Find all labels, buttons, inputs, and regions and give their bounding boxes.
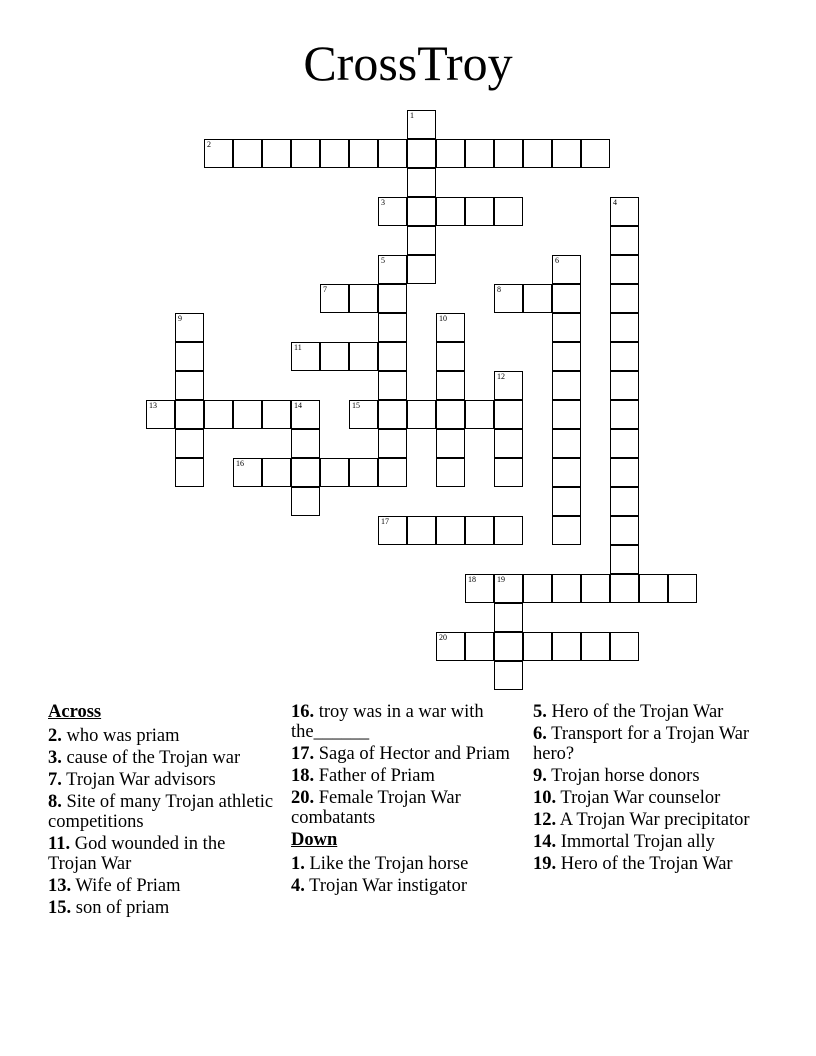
clue-down-6[interactable] — [533, 724, 763, 764]
cell-number: 1 — [410, 111, 414, 120]
cell-number: 5 — [381, 256, 385, 265]
grid-cell[interactable] — [610, 284, 639, 313]
grid-cell[interactable] — [436, 342, 465, 371]
cell-number: 14 — [294, 401, 302, 410]
grid-cell[interactable] — [523, 574, 552, 603]
grid-cell[interactable] — [407, 516, 436, 545]
cell-number: 13 — [149, 401, 157, 410]
grid-cell[interactable] — [378, 313, 407, 342]
grid-cell[interactable] — [436, 139, 465, 168]
grid-cell[interactable] — [378, 139, 407, 168]
grid-cell[interactable] — [552, 400, 581, 429]
grid-cell[interactable] — [407, 139, 436, 168]
grid-cell[interactable] — [494, 661, 523, 690]
clue-across-3[interactable] — [48, 748, 278, 768]
cell-number: 11 — [294, 343, 302, 352]
clue-down-1[interactable] — [291, 854, 521, 874]
clue-down-12[interactable] — [533, 810, 763, 830]
grid-cell[interactable] — [494, 516, 523, 545]
grid-cell[interactable] — [552, 516, 581, 545]
cell-number: 12 — [497, 372, 505, 381]
grid-cell[interactable] — [465, 197, 494, 226]
grid-cell[interactable] — [610, 342, 639, 371]
clue-text: Trojan War advisors — [66, 770, 216, 790]
clue-text: Father of Priam — [318, 766, 435, 786]
down-header: Down — [291, 830, 338, 850]
clue-number: 11. — [48, 834, 71, 854]
clue-down-4[interactable] — [291, 876, 521, 896]
clue-text: cause of the Trojan war — [66, 748, 241, 768]
clue-number: 5. — [533, 702, 547, 722]
grid-cell[interactable] — [552, 632, 581, 661]
clue-text: Hero of the Trojan War — [551, 702, 724, 722]
grid-cell[interactable] — [349, 342, 378, 371]
cell-number: 3 — [381, 198, 385, 207]
grid-cell[interactable] — [233, 400, 262, 429]
grid-cell[interactable] — [581, 139, 610, 168]
clue-number: 9. — [533, 766, 547, 786]
grid-cell[interactable] — [436, 313, 465, 342]
clue-number: 17. — [291, 744, 315, 764]
clue-across-13[interactable] — [48, 876, 278, 896]
grid-cell[interactable] — [523, 284, 552, 313]
grid-cell[interactable] — [494, 632, 523, 661]
grid-cell[interactable] — [610, 313, 639, 342]
grid-cell[interactable] — [552, 284, 581, 313]
clue-text: Female Trojan War combatants — [291, 788, 461, 828]
clue-text: Like the Trojan horse — [309, 854, 469, 874]
cell-number: 15 — [352, 401, 360, 410]
grid-cell[interactable] — [378, 429, 407, 458]
cell-number: 20 — [439, 633, 447, 642]
clue-across-20[interactable] — [291, 788, 521, 828]
grid-cell[interactable] — [175, 400, 204, 429]
clue-text: A Trojan War precipitator — [559, 810, 750, 830]
cell-number: 19 — [497, 575, 505, 584]
grid-cell[interactable] — [552, 429, 581, 458]
grid-cell[interactable] — [465, 574, 494, 603]
grid-cell[interactable] — [668, 574, 697, 603]
grid-cell[interactable] — [552, 342, 581, 371]
clue-number: 18. — [291, 766, 315, 786]
grid-cell[interactable] — [291, 487, 320, 516]
grid-cell[interactable] — [320, 139, 349, 168]
grid-cell[interactable] — [320, 342, 349, 371]
grid-cell[interactable] — [378, 400, 407, 429]
grid-cell[interactable] — [581, 632, 610, 661]
grid-cell[interactable] — [320, 458, 349, 487]
clue-number: 4. — [291, 876, 305, 896]
across-header: Across — [48, 702, 102, 722]
clue-number: 7. — [48, 770, 62, 790]
grid-cell[interactable] — [610, 226, 639, 255]
clue-number: 20. — [291, 788, 315, 808]
clue-text: Hero of the Trojan War — [560, 854, 733, 874]
grid-cell[interactable] — [494, 139, 523, 168]
grid-cell[interactable] — [262, 400, 291, 429]
grid-cell[interactable] — [349, 458, 378, 487]
grid-cell[interactable] — [552, 487, 581, 516]
grid-cell[interactable] — [552, 139, 581, 168]
grid-cell[interactable] — [465, 632, 494, 661]
clue-number: 19. — [533, 854, 557, 874]
clue-number: 16. — [291, 702, 315, 722]
grid-cell[interactable] — [407, 168, 436, 197]
grid-cell[interactable] — [552, 574, 581, 603]
clue-across-17[interactable] — [291, 744, 521, 764]
grid-cell[interactable] — [407, 110, 436, 139]
grid-cell[interactable] — [610, 632, 639, 661]
grid-cell[interactable] — [378, 255, 407, 284]
grid-cell[interactable] — [378, 371, 407, 400]
grid-cell[interactable] — [378, 516, 407, 545]
clue-text: Trojan War instigator — [309, 876, 467, 896]
grid-cell[interactable] — [436, 632, 465, 661]
grid-cell[interactable] — [436, 400, 465, 429]
clue-across-7[interactable] — [48, 770, 278, 790]
clue-number: 8. — [48, 792, 62, 812]
grid-cell[interactable] — [610, 371, 639, 400]
clue-number: 13. — [48, 876, 72, 896]
grid-cell[interactable] — [378, 284, 407, 313]
clue-number: 10. — [533, 788, 557, 808]
grid-cell[interactable] — [204, 400, 233, 429]
grid-cell[interactable] — [175, 458, 204, 487]
clue-down-5[interactable] — [533, 702, 763, 722]
grid-cell[interactable] — [175, 371, 204, 400]
cell-number: 2 — [207, 140, 211, 149]
grid-cell[interactable] — [610, 255, 639, 284]
clue-text: Trojan horse donors — [551, 766, 700, 786]
grid-cell[interactable] — [581, 574, 610, 603]
grid-cell[interactable] — [465, 400, 494, 429]
grid-cell[interactable] — [291, 139, 320, 168]
grid-cell[interactable] — [233, 139, 262, 168]
grid-cell[interactable] — [320, 284, 349, 313]
grid-cell[interactable] — [407, 197, 436, 226]
clue-text: son of priam — [75, 898, 170, 918]
cell-number: 18 — [468, 575, 476, 584]
clue-down-14[interactable] — [533, 832, 763, 852]
grid-cell[interactable] — [436, 429, 465, 458]
grid-cell[interactable] — [465, 516, 494, 545]
grid-cell[interactable] — [291, 342, 320, 371]
grid-cell[interactable] — [552, 255, 581, 284]
grid-cell[interactable] — [610, 516, 639, 545]
clue-text: Saga of Hector and Priam — [318, 744, 510, 764]
grid-cell[interactable] — [407, 226, 436, 255]
clue-across-11[interactable] — [48, 834, 278, 874]
grid-cell[interactable] — [552, 313, 581, 342]
grid-cell[interactable] — [610, 197, 639, 226]
grid-cell[interactable] — [465, 139, 494, 168]
grid-cell[interactable] — [407, 255, 436, 284]
clue-number: 2. — [48, 726, 62, 746]
grid-cell[interactable] — [262, 139, 291, 168]
grid-cell[interactable] — [552, 458, 581, 487]
grid-cell[interactable] — [436, 458, 465, 487]
grid-cell[interactable] — [494, 458, 523, 487]
clue-text: God wounded in the Trojan War — [48, 834, 226, 874]
grid-cell[interactable] — [262, 458, 291, 487]
clue-across-18[interactable] — [291, 766, 521, 786]
cell-number: 16 — [236, 459, 244, 468]
grid-cell[interactable] — [407, 400, 436, 429]
clue-text: Wife of Priam — [75, 876, 181, 896]
cell-number: 4 — [613, 198, 617, 207]
clue-text: who was priam — [66, 726, 180, 746]
cell-number: 17 — [381, 517, 389, 526]
grid-cell[interactable] — [146, 400, 175, 429]
clue-column-1 — [48, 702, 278, 920]
cell-number: 10 — [439, 314, 447, 323]
grid-cell[interactable] — [610, 545, 639, 574]
grid-cell[interactable] — [378, 197, 407, 226]
grid-cell[interactable] — [349, 284, 378, 313]
grid-cell[interactable] — [494, 574, 523, 603]
clue-number: 6. — [533, 724, 547, 744]
grid-cell[interactable] — [291, 429, 320, 458]
clue-text: Transport for a Trojan War hero? — [533, 724, 750, 764]
clue-column-3 — [533, 702, 763, 876]
cell-number: 8 — [497, 285, 501, 294]
grid-cell[interactable] — [610, 487, 639, 516]
grid-cell[interactable] — [291, 458, 320, 487]
clue-across-15[interactable] — [48, 898, 278, 918]
cell-number: 7 — [323, 285, 327, 294]
clue-number: 3. — [48, 748, 62, 768]
clue-text: Trojan War counselor — [560, 788, 721, 808]
grid-cell[interactable] — [494, 400, 523, 429]
clue-down-9[interactable] — [533, 766, 763, 786]
grid-cell[interactable] — [291, 400, 320, 429]
grid-cell[interactable] — [378, 342, 407, 371]
grid-cell[interactable] — [349, 400, 378, 429]
clue-column-2 — [291, 702, 521, 898]
grid-cell[interactable] — [552, 371, 581, 400]
grid-cell[interactable] — [494, 284, 523, 313]
page-title: CrossTroy — [303, 35, 513, 91]
clue-across-16[interactable] — [291, 702, 521, 742]
clue-number: 12. — [533, 810, 557, 830]
clue-across-8[interactable] — [48, 792, 278, 832]
clue-down-10[interactable] — [533, 788, 763, 808]
cell-number: 9 — [178, 314, 182, 323]
grid-cell[interactable] — [175, 342, 204, 371]
grid-cell[interactable] — [349, 139, 378, 168]
grid-cell[interactable] — [639, 574, 668, 603]
grid-cell[interactable] — [436, 371, 465, 400]
grid-cell[interactable] — [378, 458, 407, 487]
clue-number: 1. — [291, 854, 305, 874]
clue-text: Site of many Trojan athletic competitions — [48, 792, 274, 832]
grid-cell[interactable] — [523, 139, 552, 168]
grid-cell[interactable] — [523, 632, 552, 661]
cell-number: 6 — [555, 256, 559, 265]
grid-cell[interactable] — [494, 429, 523, 458]
grid-cell[interactable] — [175, 429, 204, 458]
grid-cell[interactable] — [494, 371, 523, 400]
grid-cell[interactable] — [610, 400, 639, 429]
grid-cell[interactable] — [494, 197, 523, 226]
clue-text: troy was in a war with the______ — [291, 702, 484, 742]
clue-number: 15. — [48, 898, 72, 918]
grid-cell[interactable] — [175, 313, 204, 342]
grid-cell[interactable] — [204, 139, 233, 168]
grid-cell[interactable] — [436, 197, 465, 226]
grid-cell[interactable] — [436, 516, 465, 545]
clue-down-19[interactable] — [533, 854, 763, 874]
clue-across-2[interactable] — [48, 726, 278, 746]
grid-cell[interactable] — [610, 574, 639, 603]
clue-text: Immortal Trojan ally — [560, 832, 715, 852]
grid-cell[interactable] — [610, 458, 639, 487]
grid-cell[interactable] — [494, 603, 523, 632]
clue-number: 14. — [533, 832, 557, 852]
grid-cell[interactable] — [610, 429, 639, 458]
grid-cell[interactable] — [233, 458, 262, 487]
